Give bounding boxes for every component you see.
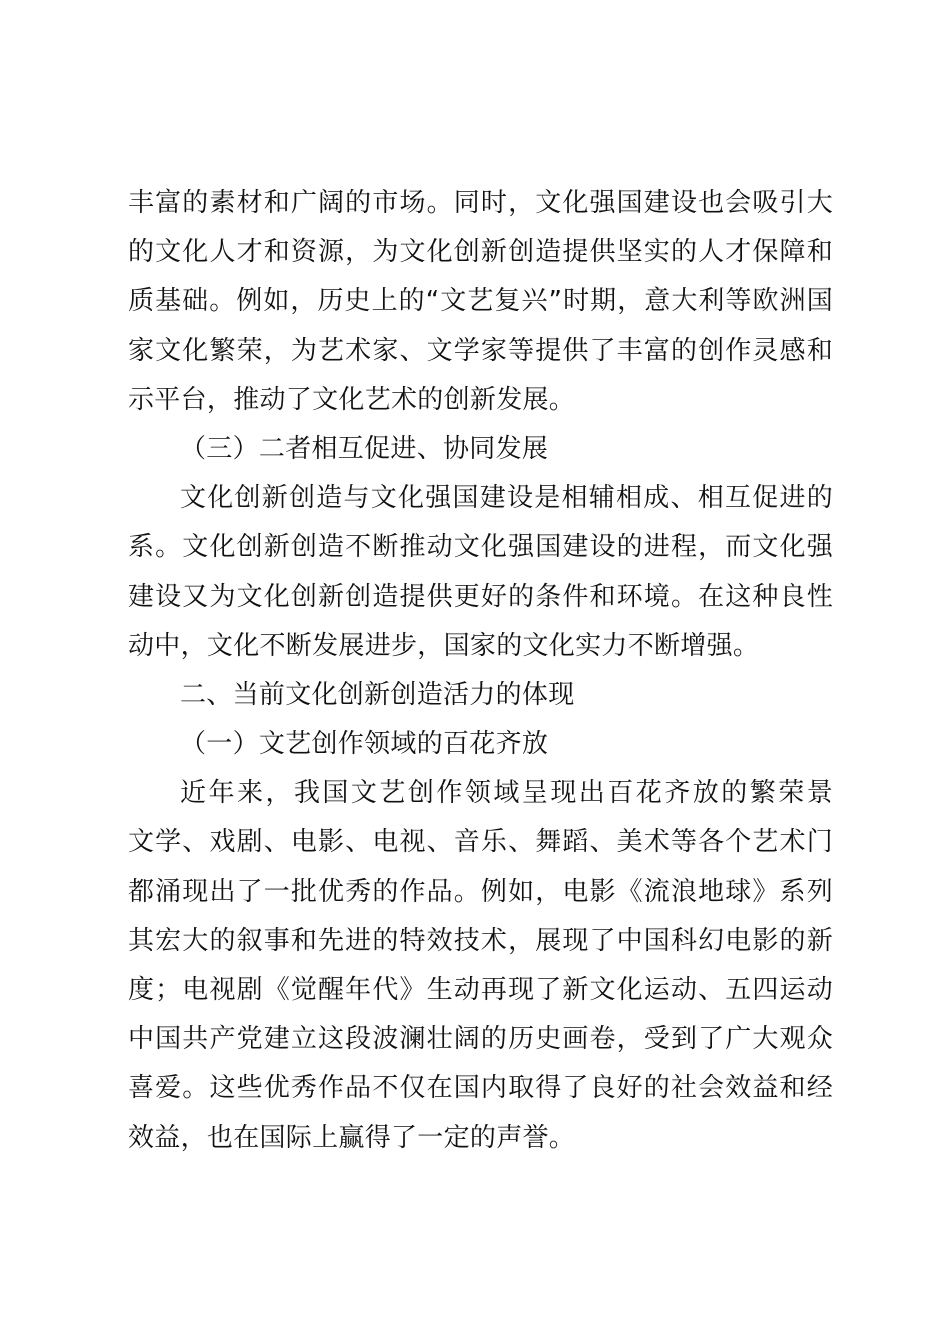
text-line: 文化创新创造与文化强国建设是相辅相成、相互促进的 <box>180 483 833 514</box>
text-line: 质基础。例如，历史上的“文艺复兴”时期，意大利等欧洲国 <box>128 286 833 317</box>
text-line: 其宏大的叙事和先进的特效技术，展现了中国科幻电影的新 <box>128 925 833 956</box>
text-line: 系。文化创新创造不断推动文化强国建设的进程，而文化强 <box>128 532 833 563</box>
section-heading: （三）二者相互促进、协同发展 <box>180 433 549 464</box>
section-heading: （一）文艺创作领域的百花齐放 <box>180 729 549 760</box>
text-line: 丰富的素材和广阔的市场。同时，文化强国建设也会吸引大 <box>128 188 833 218</box>
text-line: 家文化繁荣，为艺术家、文学家等提供了丰富的创作灵感和 <box>128 335 833 366</box>
text-line: 动中，文化不断发展进步，国家的文化实力不断增强。 <box>128 630 760 661</box>
text-line: 近年来，我国文艺创作领域呈现出百花齐放的繁荣景 <box>180 778 833 809</box>
text-line: 度；电视剧《觉醒年代》生动再现了新文化运动、五四运动 <box>128 975 833 1005</box>
text-line: 建设又为文化创新创造提供更好的条件和环境。在这种良性 <box>128 581 833 612</box>
text-line: 的文化人才和资源，为文化创新创造提供坚实的人才保障和 <box>128 237 833 268</box>
text-line: 喜爱。这些优秀作品不仅在国内取得了良好的社会效益和经 <box>128 1073 833 1104</box>
text-line: 中国共产党建立这段波澜壮阔的历史画卷，受到了广大观众 <box>128 1024 833 1055</box>
text-line: 文学、戏剧、电影、电视、音乐、舞蹈、美术等各个艺术门 <box>128 827 833 858</box>
text-line: 都涌现出了一批优秀的作品。例如，电影《流浪地球》系列 <box>128 876 833 907</box>
text-line: 效益，也在国际上赢得了一定的声誉。 <box>128 1122 576 1153</box>
text-line: 示平台，推动了文化艺术的创新发展。 <box>128 384 576 415</box>
chapter-heading: 二、当前文化创新创造活力的体现 <box>180 679 575 710</box>
document-body <box>128 179 833 1163</box>
